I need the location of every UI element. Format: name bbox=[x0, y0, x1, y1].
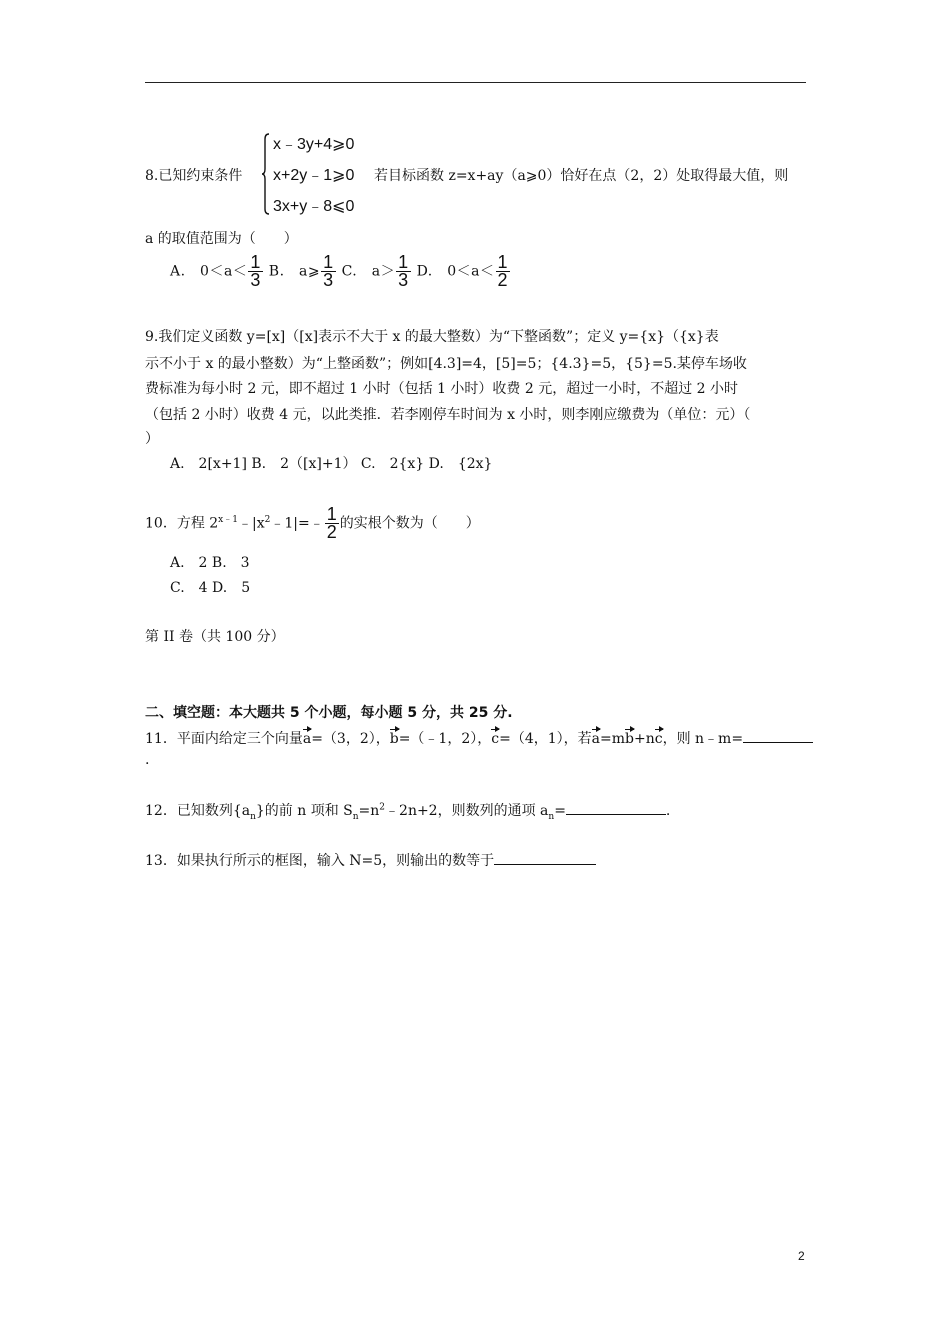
fraction-one-third: $\frac{1}{3}$ bbox=[250, 252, 261, 290]
q8-constraint-1: x﹣3y+4⩾0 bbox=[273, 136, 355, 153]
vector-c: c bbox=[655, 725, 663, 747]
answer-blank[interactable] bbox=[566, 800, 666, 815]
q10-question: 10．方程 $2^{x﹣1}﹣|x^2﹣1|=﹣$ $\frac{1}{2}$ 的实根个数为（ ） bbox=[145, 504, 480, 542]
q11-trailing-dot: . bbox=[145, 752, 150, 768]
fraction-one-half: $\frac{1}{2}$ bbox=[497, 252, 509, 290]
vector-a: a bbox=[592, 725, 600, 747]
q13-question: 13．如果执行所示的框图，输入 N=5，则输出的数等于 bbox=[145, 850, 596, 870]
q8-options bbox=[170, 254, 511, 289]
q8-constraint-3: 3x+y﹣8⩽0 bbox=[273, 198, 355, 215]
q9-line-5: ） bbox=[145, 431, 159, 447]
q10-options-row-2: C. 4 D. 5 bbox=[170, 580, 251, 596]
q11-question: 11．平面内给定三个向量a=（3，2），b=（﹣1，2），c=（4，1），若a=mb+nc，则 n﹣m= bbox=[145, 725, 813, 748]
q12-question: 12．已知数列$\{a_n\}$的前 n 项和 $S_n=n^2﹣2n+2$，则数列的通项 $a_n=$ . bbox=[145, 800, 670, 822]
q8-constraint-2: x+2y﹣1⩾0 bbox=[273, 167, 355, 184]
fraction-one-third: $\frac{1}{3}$ bbox=[398, 252, 409, 290]
q8-option-b: B. a⩾ bbox=[268, 263, 321, 280]
answer-blank[interactable] bbox=[494, 850, 596, 865]
vector-a: a bbox=[303, 725, 311, 747]
vector-b: b bbox=[625, 725, 634, 747]
q9-line-2: 示不小于 x 的最小整数）为“上整函数”；例如[4.3]=4，[5]=5；{4.3}=5，{5}=5.某停车场收 bbox=[145, 356, 747, 372]
q9-line-1: 9.我们定义函数 y=[x]（[x]表示不大于 x 的最大整数）为“下整函数”；定义 y={x}（{x}表 bbox=[145, 329, 719, 345]
header-rule bbox=[145, 82, 806, 83]
q8-intro: 8.已知约束条件 bbox=[145, 168, 243, 184]
page-number: 2 bbox=[798, 1249, 805, 1263]
answer-blank[interactable] bbox=[743, 728, 813, 743]
q8-option-c: C. a＞ bbox=[341, 263, 396, 280]
q8-rest: 若目标函数 z=x+ay（a⩾0）恰好在点（2，2）处取得最大值，则 bbox=[374, 168, 789, 184]
q9-options: A. 2[x+1] B. 2（[x]+1） C. 2{x} D. {2x} bbox=[170, 456, 493, 472]
q8-option-a: A. 0＜a＜ bbox=[170, 263, 248, 280]
volume-title: 第 II 卷（共 100 分） bbox=[145, 629, 285, 645]
fraction-one-half: $\frac{1}{2}$ bbox=[326, 504, 337, 542]
q9-line-4: （包括 2 小时）收费 4 元，以此类推．若李刚停车时间为 x 小时，则李刚应缴费为（单位：元）（ bbox=[145, 407, 751, 423]
q9-line-3: 费标准为每小时 2 元，即不超过 1 小时（包括 1 小时）收费 2 元，超过一小时，不超过 2 小时 bbox=[145, 381, 739, 397]
q8-brace bbox=[262, 133, 270, 215]
vector-b: b bbox=[390, 725, 399, 747]
q8-option-d: D. 0＜a＜ bbox=[416, 263, 495, 280]
vector-c: c bbox=[491, 725, 499, 747]
q10-options-row-1: A. 2 B. 3 bbox=[170, 555, 250, 571]
section-heading: 二、填空题：本大题共 5 个小题，每小题 5 分，共 25 分. bbox=[145, 705, 513, 721]
fraction-one-third: $\frac{1}{3}$ bbox=[323, 252, 334, 290]
q8-line2: a 的取值范围为（ ） bbox=[145, 231, 298, 247]
